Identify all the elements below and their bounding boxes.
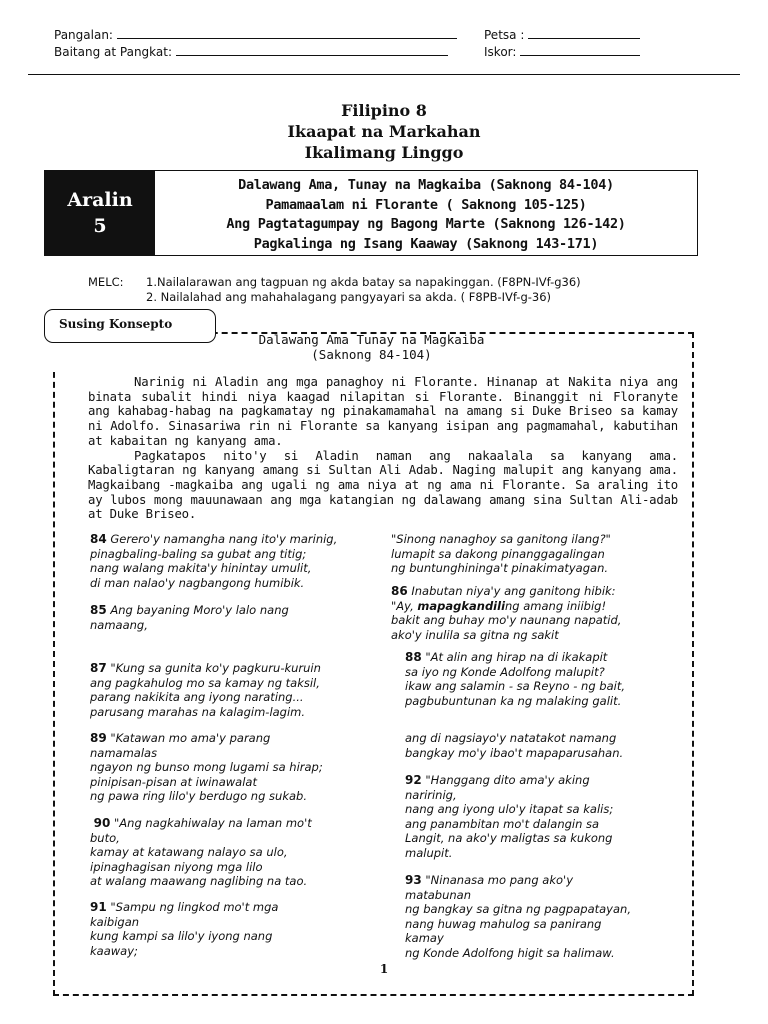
melc-item-1: 1.Nailalarawan ang tagpuan ng akda batay sa napakinggan. (F8PN-IVf-g36) bbox=[146, 275, 581, 289]
concept-tag: Susing Konsepto bbox=[44, 309, 216, 343]
aralin-tag bbox=[45, 171, 155, 255]
aralin-number: 5 bbox=[93, 215, 107, 237]
verse-number: 90 bbox=[93, 816, 111, 830]
verse-85: 85 Ang bayaning Moro'y lalo nang namaang, bbox=[90, 603, 289, 632]
verse-91: 91 "Sampu ng lingkod mo't mga kaibigan kung kampi sa lilo'y iyong nang kaaway; bbox=[90, 900, 279, 958]
melc-item-2: 2. Nailalahad ang mahahalagang pangyayari sa akda. ( F8PB-IVf-g-36) bbox=[146, 290, 552, 304]
verse-84: 84 Gerero'y namangha nang ito'y marinig, pinagbaling-baling sa gubat ang titig; nang walang makita'y hinintay umulit, di man nalao'y nagbangong humibik. bbox=[90, 532, 338, 590]
verse-number: 87 bbox=[90, 661, 107, 675]
baitang-label: Baitang at Pangkat: bbox=[54, 45, 173, 59]
title-week: Ikalimang Linggo bbox=[304, 143, 464, 162]
paragraph-1: Narinig ni Aladin ang mga panaghoy ni Florante. Hinanap at Nakita niya ang binata subalit hindi niya kaagad nilapitan si Florante. Binanggit ni Floranyte ang kahabag-habag na pagkamatay ng pinakamamahal na amang si Duke Briseo sa kamay ni Adolfo. Sinasariwa rin ni Florante sa kanyang isipan ang pagmamahal, kabutihan at kabaitan ng kanyang ama. bbox=[88, 375, 678, 448]
verse-86: 86 Inabutan niya'y ang ganitong hibik: "Ay, mapagkandiling amang iniibig! bakit ang buhay mo'y naunang napatid, ako'y inulila sa gitna ng sakit bbox=[391, 584, 622, 642]
aralin-title-3: Ang Pagtatagumpay ng Bagong Marte (Saknong 126-142) bbox=[226, 216, 626, 232]
highlighted-word: mapagkandili bbox=[417, 598, 506, 613]
iskor-line bbox=[484, 45, 640, 59]
baitang-blank[interactable] bbox=[176, 54, 448, 56]
paragraph-2: Pagkatapos nito'y si Aladin naman ang nakaalala sa kanyang ama. Kabaligtaran ng kanyang amang si Sultan Ali Adab. Naging malupit ang kanyang ama. Magkaibang -magkaiba ang ugali ng ama niya at ng ama ni Florante. Sa araling ito ay lubos mong mauunawaan ang mga katangian ng dalawang amang sina Sultan Ali-adab at Duke Briseo. bbox=[88, 448, 678, 522]
verse-number: 89 bbox=[90, 731, 107, 745]
iskor-blank[interactable] bbox=[520, 54, 640, 56]
verse-number: 91 bbox=[90, 900, 107, 914]
page-number: 1 bbox=[379, 962, 389, 976]
verse-number: 88 bbox=[405, 650, 422, 664]
petsa-label: Petsa : bbox=[484, 28, 525, 42]
aralin-label: Aralin bbox=[67, 189, 133, 211]
verse-91-continued: ang di nagsiayo'y natatakot namang bangkay mo'y ibao't mapaparusahan. bbox=[405, 731, 624, 760]
aralin-box bbox=[44, 170, 698, 256]
verse-89: 89 "Katawan mo ama'y parang namamalas ngayon ng bunso mong lugami sa hirap; pinipisan-pisan at iwinawalat ng pawa ring lilo'y berdugo ng sukab. bbox=[90, 731, 323, 803]
petsa-blank[interactable] bbox=[528, 37, 640, 39]
baitang-line bbox=[54, 45, 448, 59]
verse-88: 88 "At alin ang hirap na di ikakapit sa iyo ng Konde Adolfong malupit? ikaw ang salamin - sa Reyno - ng bait, pagbubuntunan ka ng malaking galit. bbox=[405, 650, 625, 708]
verse-number: 93 bbox=[405, 873, 422, 887]
verse-92: 92 "Hanggang dito ama'y aking naririnig, nang ang iyong ulo'y itapat sa kalis; ang panambitan mo't dalangin sa Langit, na ako'y maligtas sa kukong malupit. bbox=[405, 773, 614, 860]
section-title: Dalawang Ama Tunay na Magkaiba bbox=[258, 332, 485, 347]
concept-prose bbox=[88, 375, 678, 522]
melc-label: MELC: bbox=[88, 275, 124, 289]
pangalan-line bbox=[54, 28, 457, 42]
verse-93: 93 "Ninanasa mo pang ako'y matabunan ng bangkay sa gitna ng pagpapatayan, nang huwag mahulog sa panirang kamay ng Konde Adolfong higit sa halimaw. bbox=[405, 873, 631, 960]
verse-number: 85 bbox=[90, 603, 107, 617]
pangalan-label: Pangalan: bbox=[54, 28, 113, 42]
document-titles bbox=[0, 100, 768, 163]
aralin-title-2: Pamamaalam ni Florante ( Saknong 105-125) bbox=[265, 196, 587, 213]
verse-90: 90 "Ang nagkahiwalay na laman mo't buto, kamay at katawang nalayo sa ulo, ipinaghagisan niyong mga lilo at walang maawang naglibing na tao. bbox=[90, 816, 312, 888]
verse-number: 86 bbox=[391, 584, 408, 598]
verse-number: 84 bbox=[90, 532, 107, 546]
title-subject: Filipino 8 bbox=[341, 101, 427, 120]
section-subtitle: (Saknong 84-104) bbox=[311, 347, 432, 362]
petsa-line bbox=[484, 28, 640, 42]
verse-number: 92 bbox=[405, 773, 422, 787]
aralin-title-1: Dalawang Ama, Tunay na Magkaiba (Saknong 84-104) bbox=[238, 177, 614, 193]
header-divider bbox=[28, 74, 740, 75]
title-quarter: Ikaapat na Markahan bbox=[287, 122, 481, 141]
pangalan-blank[interactable] bbox=[117, 37, 457, 39]
verse-87: 87 "Kung sa gunita ko'y pagkuru-kuruin ang pagkahulog mo sa kamay ng taksil, parang nakikita ang iyong narating... parusang marahas na kalagim-lagim. bbox=[90, 661, 321, 719]
aralin-title-4: Pagkalinga ng Isang Kaaway (Saknong 143-171) bbox=[253, 235, 599, 252]
aralin-titles bbox=[155, 171, 697, 255]
verse-85-continued: "Sinong nanaghoy sa ganitong ilang?" lumapit sa dakong pinanggagalingan ng buntunghininga't pinakimatyagan. bbox=[391, 532, 611, 575]
iskor-label: Iskor: bbox=[484, 45, 517, 59]
